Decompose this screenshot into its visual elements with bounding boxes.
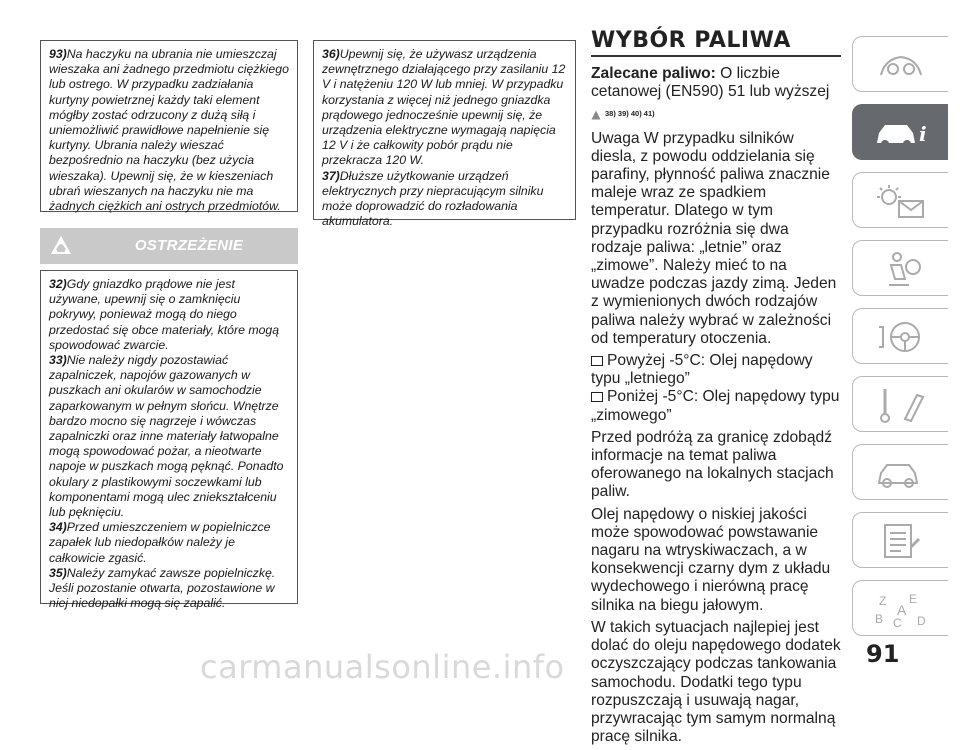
warning-triangle-icon	[50, 234, 72, 256]
paragraph-additives: W takich sytuacjach najlepiej jest dolać do oleju napędowego dodatek oczyszczający podczas tankowania samochodu. Dodatki tego typu rozpuszczają i usuwają nagar, przywracając tym samym normalną pracę silnika.	[591, 618, 841, 746]
technical-data-icon	[871, 521, 931, 561]
watermark: carmanualsonline.info	[200, 648, 565, 686]
svg-text:Z: Z	[879, 594, 887, 608]
warning-triangle-icon	[591, 110, 601, 120]
warning-item: 36)Upewnij się, że używasz urządzenia zewnętrznego działającego przy zasilaniu 12 V i natężeniu 120 W lub mniej. W przypadku korzystania z więcej niż jednego gniazdka prądowego jednocześnie upewnij się, że urządzenia elektryczne wymagają napięcia 12 V i że całkowity pobór prądu nie przekracza 120 W.	[322, 47, 566, 168]
car-dashboard-icon	[871, 45, 931, 85]
recommended-fuel: Zalecane paliwo: O liczbie cetanowej (EN590) 51 lub wyższej	[591, 65, 830, 101]
svg-text:E: E	[909, 592, 918, 606]
paragraph-low-quality: Olej napędowy o niskiej jakości może spowodować powstawanie nagaru na wtryskiwaczach, a w konsekwencji czarny dym z układu wydechowego i nierówną pracę silnika na biegu jałowym.	[591, 505, 831, 614]
warning-box-36-37	[313, 40, 576, 229]
airbag-person-icon	[871, 249, 931, 289]
emergency-tools-icon	[871, 385, 931, 425]
warning-item: 34)Przed umieszczeniem w popielniczce zapałek lub niedopałków należy je całkowicie zgasić.	[49, 520, 271, 565]
warning-header	[40, 228, 298, 264]
bullet-icon	[591, 356, 603, 366]
warning-item: 37)Dłuższe użytkowanie urządzeń elektrycznych przy niepracującym silniku może doprowadzić do rozładowania akumulatora.	[322, 168, 544, 229]
svg-text:i: i	[919, 122, 927, 146]
warning-box-32-35	[40, 270, 298, 611]
car-maintenance-icon	[871, 453, 931, 493]
svg-text:C: C	[893, 616, 902, 629]
tab-starting-driving[interactable]	[852, 308, 948, 364]
svg-text:A: A	[897, 602, 907, 618]
tab-car-info[interactable]	[852, 104, 948, 160]
warning-item: 33)Nie należy nigdy pozostawiać zapalniczek, napojów gazowanych w puszkach ani okularów w samochodzie zaparkowanym w pełnym słońcu. Wnętrze bardzo mocno się nagrzeje i wówczas zapalniczki oraz inne materiały łatwopalne mogą spowodować pożar, a nieotwarte napoje w puszkach mogą pęknąć. Ponadto okulary z plastikowymi soczewkami lub komponentami mogą ulec zniekształceniu lub pęknięciu.	[49, 353, 284, 520]
fuel-selection-section	[591, 28, 841, 750]
bullet-icon	[591, 392, 603, 402]
svg-text:B: B	[875, 612, 884, 626]
chapter-sidebar	[852, 36, 948, 636]
warning-item: 32)Gdy gniazdko prądowe nie jest używane, upewnij się o zamknięciu pokrywy, ponieważ mogą do niego przedostać się obce materiały, które mogą spowodować zwarcie.	[49, 277, 280, 352]
warning-item: 35)Należy zamykać zawsze popielniczkę. Jeśli pozostanie otwarta, pozostawione w niej niedopałki mogą się zapalić.	[49, 565, 276, 611]
paragraph-diesel-note: Uwaga W przypadku silników diesla, z powodu oddzielania się parafiny, płynność paliwa znacznie maleje wraz ze spadkiem temperatur. Dlatego w tym przypadku rozróżnia się dwa rodzaje paliwa: „letnie” oraz „zimowe”. Należy mieć to na uwadze podczas jazdy zimą. Jeden z wymienionych dwóch rodzajów paliwa należy wybrać w zależności od temperatury otoczenia.	[591, 129, 837, 347]
tab-airbag-safety[interactable]	[852, 240, 948, 296]
warning-box-93	[40, 40, 298, 212]
bullet-winter: Poniżej -5°C: Olej napędowy typu „zimowego”	[591, 388, 840, 424]
tab-alphabetical-index[interactable]	[852, 580, 948, 636]
bullet-summer: Powyżej -5°C: Olej napędowy typu „letniego”	[591, 352, 813, 388]
tab-technical-data[interactable]	[852, 512, 948, 568]
section-title: WYBÓR PALIWA	[591, 28, 841, 57]
car-info-icon	[871, 113, 931, 153]
svg-text:D: D	[917, 614, 926, 628]
page-number: 91	[866, 640, 900, 668]
warning-lights-icon	[871, 181, 931, 221]
alphabetical-index-icon	[871, 589, 931, 629]
tab-emergency[interactable]	[852, 376, 948, 432]
warning-item: 93)Na haczyku na ubrania nie umieszczaj wieszaka ani żadnego przedmiotu ciężkiego lub ostrego. W przypadku zadziałania kurtyny powietrznej każdy taki element mógłby zostać odrzucony z dużą siłą i uniemożliwić prawidłowe napełnienie się kurtyny. Ubrania należy wieszać bezpośrednio na haczyku (bez użycia wieszaka). Upewnij się, że w kieszeniach ubrań wieszanych na haczyku nie ma żadnych ciężkich ani ostrych przedmiotów.	[49, 47, 289, 214]
warning-references: 38) 39) 40) 41)	[591, 105, 841, 123]
tab-warning-lights[interactable]	[852, 172, 948, 228]
steering-wheel-start-icon	[871, 317, 931, 357]
tab-car-dashboard[interactable]	[852, 36, 948, 92]
paragraph-travel: Przed podróżą za granicę zdobądź informacje na temat paliwa oferowanego na lokalnych stacjach paliw.	[591, 428, 834, 501]
tab-maintenance[interactable]	[852, 444, 948, 500]
warning-header-label: OSTRZEŻENIE	[134, 237, 244, 254]
